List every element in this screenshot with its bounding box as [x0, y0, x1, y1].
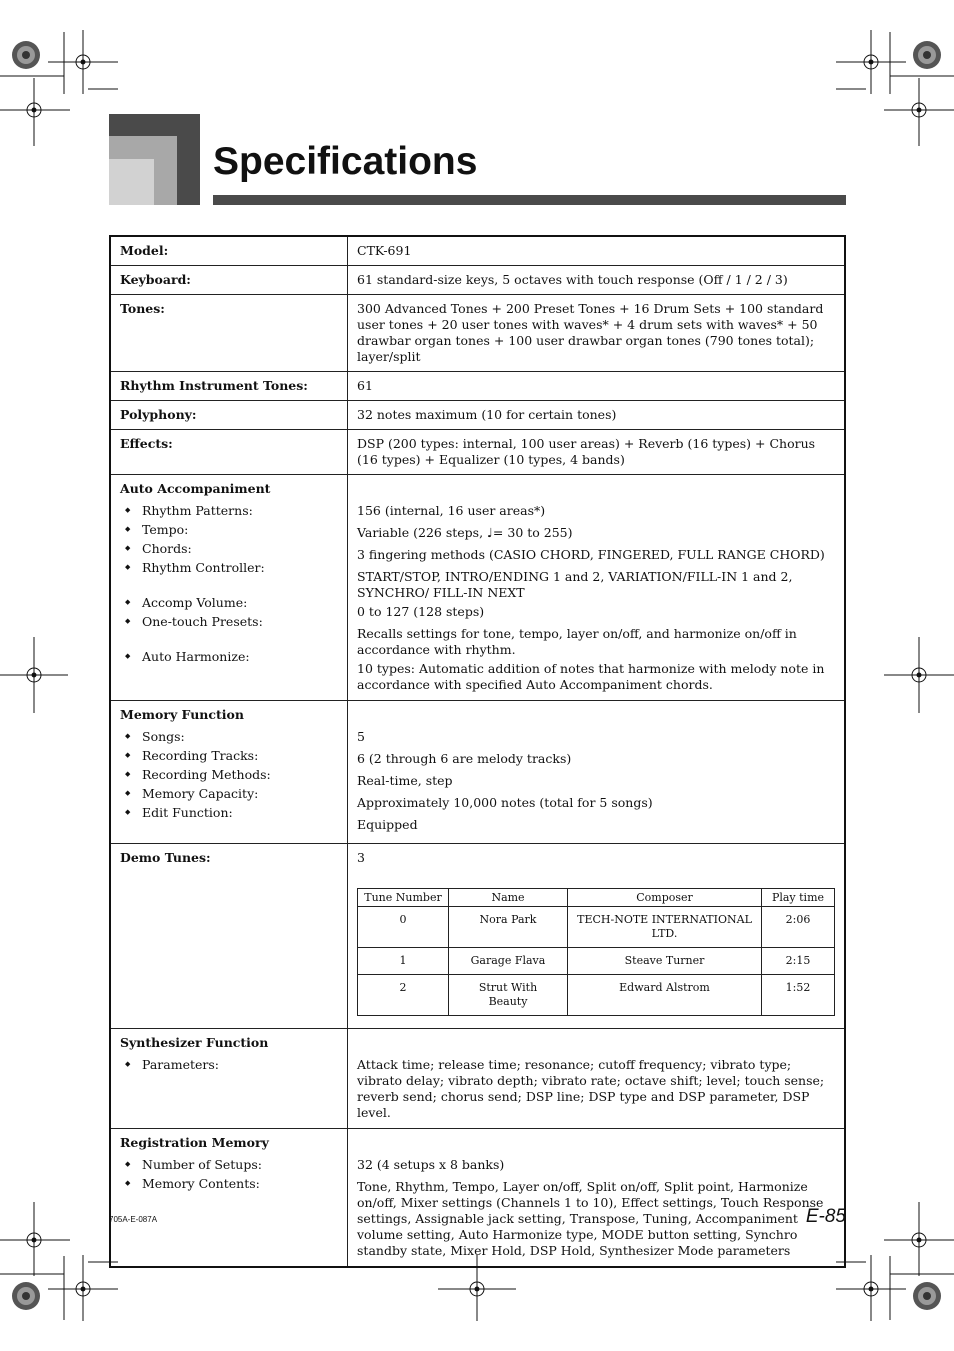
- sub-value: Approximately 10,000 notes (total for 5 songs): [357, 794, 653, 810]
- sub-label: ◆ Accomp Volume:: [120, 593, 338, 612]
- sub-label: ◆ Memory Capacity:: [120, 784, 338, 803]
- spec-group-label: [110, 1029, 348, 1129]
- spec-group-values: [348, 475, 846, 701]
- sub-label-list: [120, 1155, 338, 1193]
- spec-group-label: [110, 701, 348, 844]
- group-heading: Memory Function: [120, 707, 244, 722]
- demo-col-header: Tune Number: [358, 889, 449, 907]
- spec-value: [348, 844, 846, 1029]
- demo-cell: 2: [358, 975, 449, 1016]
- spec-row-rhythm-tones: [110, 372, 845, 401]
- sub-label-list: [120, 727, 338, 822]
- sub-label: ◆ One-touch Presets:: [120, 612, 338, 647]
- sub-label: ◆ Recording Tracks:: [120, 746, 338, 765]
- sub-value: 6 (2 through 6 are melody tracks): [357, 750, 572, 766]
- spec-label: Effects:: [110, 430, 348, 475]
- sub-value: Recalls settings for tone, tempo, layer on/off, and harmonize on/off in accordance with rhythm.: [357, 625, 797, 657]
- sub-label: ◆ Edit Function:: [120, 803, 338, 822]
- demo-header-row: [358, 889, 835, 907]
- header-decoration-light: [109, 159, 154, 205]
- spec-table: [109, 235, 846, 1268]
- sub-value: 10 types: Automatic addition of notes that harmonize with melody note in accordance with specified Auto Accompaniment chords.: [357, 660, 825, 692]
- sub-label: ◆ Auto Harmonize:: [120, 647, 338, 666]
- spec-row-effects: [110, 430, 845, 475]
- demo-cell: Steave Turner: [568, 948, 762, 975]
- spec-value: DSP (200 types: internal, 100 user areas) + Reverb (16 types) + Chorus (16 types) + Equalizer (10 types, 4 bands): [348, 430, 846, 475]
- sub-label: ◆ Rhythm Controller:: [120, 558, 338, 593]
- demo-cell: Edward Alstrom: [568, 975, 762, 1016]
- sub-value: START/STOP, INTRO/ENDING 1 and 2, VARIATION/FILL-IN 1 and 2, SYNCHRO/ FILL-IN NEXT: [357, 568, 793, 600]
- page-title: Specifications: [213, 140, 478, 183]
- spec-value: 32 notes maximum (10 for certain tones): [348, 401, 846, 430]
- spec-group-values: [348, 701, 846, 844]
- sub-value: 0 to 127 (128 steps): [357, 603, 485, 619]
- spec-row-polyphony: [110, 401, 845, 430]
- demo-cell: Garage Flava: [449, 948, 568, 975]
- demo-col-header: Name: [449, 889, 568, 907]
- spec-group-values: [348, 1029, 846, 1129]
- sub-value: Equipped: [357, 816, 418, 832]
- sub-label: ◆ Parameters:: [120, 1055, 338, 1074]
- sub-value-list: [357, 501, 835, 694]
- demo-col-header: Play time: [762, 889, 835, 907]
- demo-cell: Strut With Beauty: [449, 975, 568, 1016]
- spec-row-registration: [110, 1129, 845, 1268]
- spec-group-label: [110, 475, 348, 701]
- spec-label: Rhythm Instrument Tones:: [110, 372, 348, 401]
- demo-cell: 0: [358, 907, 449, 948]
- spec-group-values: [348, 1129, 846, 1268]
- spec-row-synthesizer: [110, 1029, 845, 1129]
- spec-label: Model:: [110, 236, 348, 266]
- sub-value: 3 fingering methods (CASIO CHORD, FINGERED, FULL RANGE CHORD): [357, 546, 825, 562]
- spec-group-label: [110, 1129, 348, 1268]
- sub-label-list: [120, 501, 338, 666]
- sub-label: ◆ Number of Setups:: [120, 1155, 338, 1174]
- sub-value: 156 (internal, 16 user areas*): [357, 502, 546, 518]
- spec-row-auto-accompaniment: [110, 475, 845, 701]
- header-decoration: [109, 114, 200, 205]
- sub-value-list: [357, 1055, 835, 1122]
- sub-value-list: [357, 1155, 835, 1260]
- spec-row-keyboard: [110, 266, 845, 295]
- sub-label-list: [120, 1055, 338, 1074]
- footer-code: 705A-E-087A: [109, 1215, 158, 1224]
- spec-value: 300 Advanced Tones + 200 Preset Tones + 16 Drum Sets + 100 standard user tones + 20 user tones with waves* + 4 drum sets with waves* + 50 drawbar organ tones + 100 user drawbar organ tones (790 tones total); layer/split: [348, 295, 846, 372]
- spec-label: Demo Tunes:: [110, 844, 348, 1029]
- sub-value: Attack time; release time; resonance; cutoff frequency; vibrato type; vibrato delay; vibrato depth; vibrato rate; octave shift; level; touch sense; reverb send; chorus send; DSP line; DSP type and DSP parameter, DSP level.: [357, 1056, 825, 1120]
- sub-label: ◆ Tempo:: [120, 520, 338, 539]
- demo-count: 3: [357, 850, 365, 865]
- sub-label: ◆ Recording Methods:: [120, 765, 338, 784]
- sub-value-list: [357, 727, 835, 837]
- spec-value: CTK-691: [348, 236, 846, 266]
- demo-row: [358, 907, 835, 948]
- page-number: E-85: [805, 1206, 846, 1227]
- demo-col-header: Composer: [568, 889, 762, 907]
- demo-cell: Nora Park: [449, 907, 568, 948]
- sub-label: ◆ Chords:: [120, 539, 338, 558]
- sub-value: Real-time, step: [357, 772, 453, 788]
- sub-value: 32 (4 setups x 8 banks): [357, 1156, 505, 1172]
- spec-row-tones: [110, 295, 845, 372]
- group-heading: Synthesizer Function: [120, 1035, 269, 1050]
- spec-label: Keyboard:: [110, 266, 348, 295]
- spec-label: Tones:: [110, 295, 348, 372]
- demo-cell: 1:52: [762, 975, 835, 1016]
- demo-cell: TECH-NOTE INTERNATIONAL LTD.: [568, 907, 762, 948]
- sub-value: Tone, Rhythm, Tempo, Layer on/off, Split on/off, Split point, Harmonize on/off, Mixer settings (Channels 1 to 10), Effect settings, Touch Response settings, Assignable jack setting, Transpose, Tuning, Accompaniment volume setting, Auto Harmonize type, MODE button setting, Synchro standby state, Mixer Hold, DSP Hold, Synthesizer Mode parameters: [357, 1178, 824, 1258]
- spec-row-model: [110, 236, 845, 266]
- spec-label: Polyphony:: [110, 401, 348, 430]
- demo-row: [358, 948, 835, 975]
- spec-row-demo-tunes: [110, 844, 845, 1029]
- spec-value: 61 standard-size keys, 5 octaves with touch response (Off / 1 / 2 / 3): [348, 266, 846, 295]
- demo-cell: 2:06: [762, 907, 835, 948]
- title-rule: [213, 195, 846, 205]
- demo-cell: 1: [358, 948, 449, 975]
- sub-value: 5: [357, 728, 365, 744]
- sub-label: ◆ Rhythm Patterns:: [120, 501, 338, 520]
- demo-tunes-table: [357, 888, 835, 1016]
- sub-label: ◆ Memory Contents:: [120, 1174, 338, 1193]
- demo-row: [358, 975, 835, 1016]
- group-heading: Registration Memory: [120, 1135, 269, 1150]
- sub-value: Variable (226 steps, ♩= 30 to 255): [357, 524, 573, 540]
- group-heading: Auto Accompaniment: [120, 481, 271, 496]
- spec-value: 61: [348, 372, 846, 401]
- spec-row-memory-function: [110, 701, 845, 844]
- sub-label: ◆ Songs:: [120, 727, 338, 746]
- demo-cell: 2:15: [762, 948, 835, 975]
